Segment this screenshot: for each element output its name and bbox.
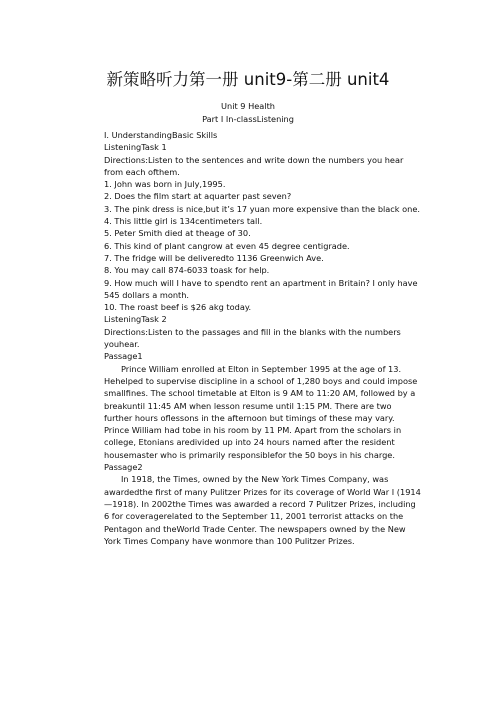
task1-item: 3. The pink dress is nice,but it’s 17 yuan more expensive than the black one. bbox=[104, 203, 420, 214]
task1-item: 10. The roast beef is $26 akg today. bbox=[104, 302, 252, 313]
task1-item: 8. You may call 874-6033 toask for help. bbox=[104, 265, 270, 276]
document-title: 新策略听力第一册 unit9-第二册 unit4 bbox=[106, 70, 390, 89]
section-heading: I. UnderstandingBasic Skills bbox=[104, 130, 218, 140]
task1-item: 6. This kind of plant cangrow at even 45 degree centigrade. bbox=[104, 240, 350, 251]
task2-directions: Directions:Listen to the passages and fill in the blanks with the numbers youhear. bbox=[104, 326, 401, 350]
passage2-text: In 1918, the Times, owned by the New York Times Company, was awardedthe first of many Pulitzer Prizes for its coverage of World War I (1914—1918). In 2002the Times was awarded a record 7 Pulitzer Prizes, including 6 for coveragerelated to the September 11, 2001 terrorist attacks on the Pentagon and theWorld Trade Center. The newspapers owned by the New York Times Company have wonmore than 100 Pulitzer Prizes. bbox=[104, 474, 421, 546]
passage2-label: Passage2 bbox=[104, 462, 143, 473]
document-body bbox=[104, 129, 422, 547]
task1-item: 9. How much will I have to spendto rent an apartment in Britain? I only have 545 dollars a month. bbox=[104, 277, 418, 300]
part-heading: Part I In-classListening bbox=[202, 114, 294, 124]
passage1-label: Passage1 bbox=[104, 351, 143, 362]
task1-item: 7. The fridge will be deliveredto 1136 Greenwich Ave. bbox=[104, 252, 324, 263]
unit-heading: Unit 9 Health bbox=[221, 101, 275, 111]
task1-item: 5. Peter Smith died at theage of 30. bbox=[104, 228, 251, 239]
task1-item: 2. Does the film start at aquarter past seven? bbox=[104, 191, 292, 202]
task1-directions: Directions:Listen to the sentences and write down the numbers you hear from each ofthem. bbox=[104, 154, 404, 177]
task1-item: 4. This little girl is 134centimeters tall. bbox=[104, 216, 263, 227]
passage1-text: Prince William enrolled at Elton in September 1995 at the age of 13. Hehelped to supervise discipline in a school of 1,280 boys and could impose smallfines. The school timetable at Elton is 9 AM to 11:20 AM, followed by a breakuntil 11:45 AM when lesson resume until 1:15 PM. There are two further hours oflessons in the afternoon but timings of these may vary. Prince William had tobe in his room by 11 PM. Apart from the scholars in college, Etonians aredivided up into 24 hours named after the resident housemaster who is primarily responsiblefor the 50 boys in his charge. bbox=[104, 363, 418, 460]
task1-item: 1. John was born in July,1995. bbox=[104, 179, 226, 190]
task2-heading: ListeningTask 2 bbox=[104, 314, 167, 325]
task1-heading: ListeningTask 1 bbox=[104, 142, 167, 153]
